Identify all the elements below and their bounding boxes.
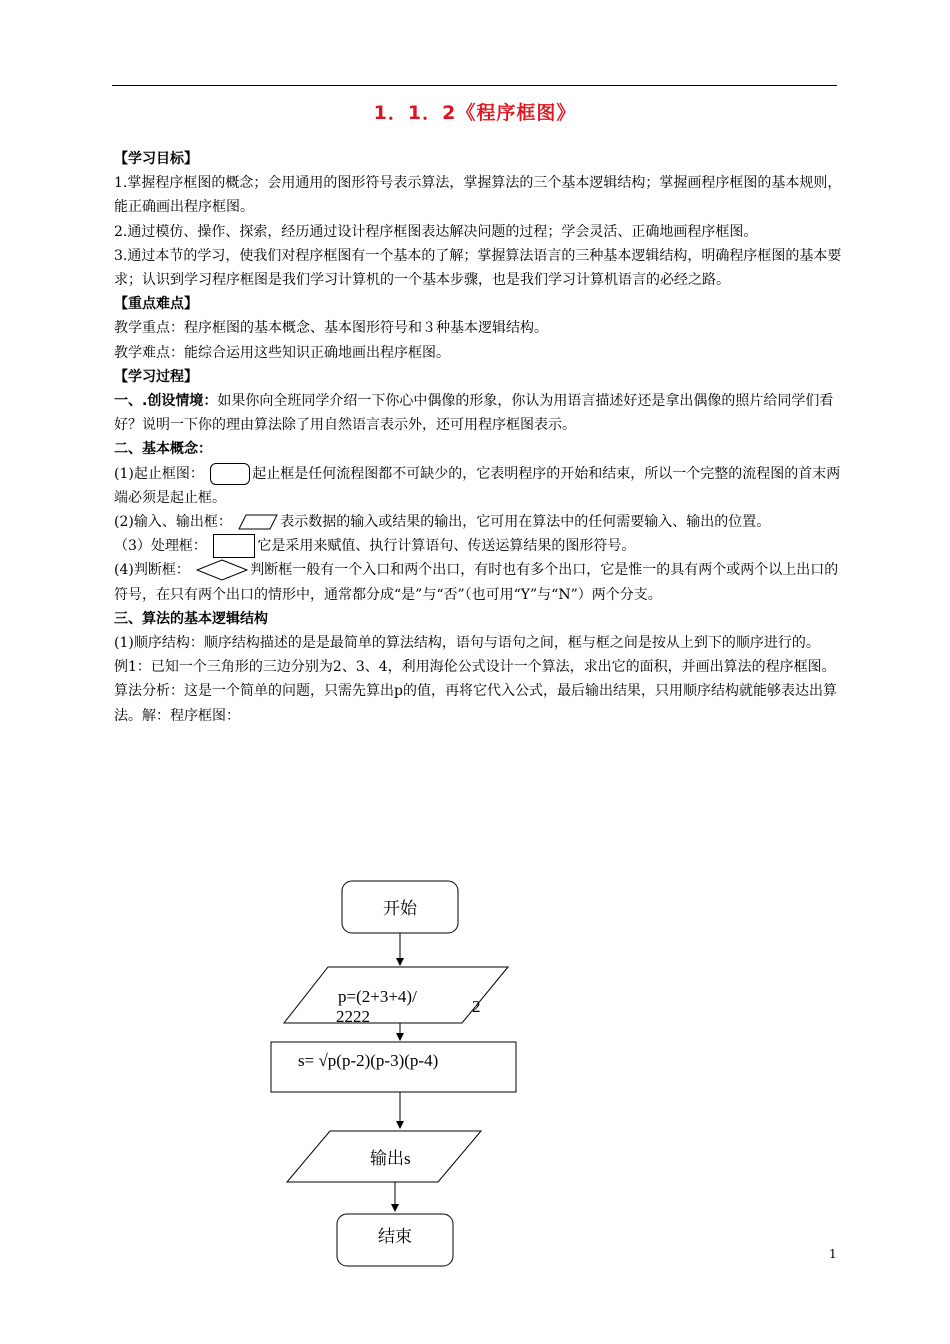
- page-number: 1: [829, 1247, 837, 1261]
- concept-terminal: [114, 462, 842, 510]
- concept-decision-text: 判断框一般有一个入口和两个出口，有时也有多个出口，它是惟一的具有两个或两个以上出口的符号，在只有两个出口的情形中，通常都分成“是”与“否”（也可用“Y”与“N”）两个分支。: [114, 562, 839, 603]
- key-points-heading: 【重点难点】: [114, 296, 198, 313]
- concepts-heading: 二、基本概念：: [114, 441, 212, 458]
- document-body: [114, 147, 842, 728]
- concept-process-label: （3）处理框：: [114, 538, 207, 555]
- objective-3: 3.通过本节的学习，使我们对程序框图有一个基本的了解；掌握算法语言的三种基本逻辑结构，明确程序框图的基本要求；认识到学习程序框图是我们学习计算机的一个基本步骤，也是我们学习计算机语言的必经之路。: [114, 247, 842, 289]
- example-1: 例1：已知一个三角形的三边分别为2、3、4，利用海伦公式设计一个算法，求出它的面积，并画出算法的程序框图。: [114, 659, 836, 676]
- decision-symbol-icon: [196, 559, 248, 581]
- concept-decision: [114, 558, 842, 606]
- concept-process: [114, 534, 842, 558]
- concept-terminal-label: (1)起止框图：: [114, 465, 204, 482]
- page-title: 1．1．2《程序框图》: [373, 102, 577, 124]
- concept-io-label: (2)输入、输出框：: [114, 514, 232, 531]
- flowchart-input-side: 2: [472, 997, 481, 1016]
- algorithm-analysis: 算法分析：这是一个简单的问题，只需先算出p的值，再将它代入公式，最后输出结果，只用顺序结构就能够表达出算法。解：程序框图：: [114, 683, 837, 724]
- concept-decision-label: (4)判断框：: [114, 562, 190, 579]
- objective-2: 2.通过模仿、操作、探索，经历通过设计程序框图表达解决问题的过程；学会灵活、正确地画程序框图。: [114, 223, 758, 240]
- io-symbol-icon: [238, 514, 278, 530]
- flowchart-start-box: [342, 881, 458, 933]
- concept-io-text: 表示数据的输入或结果的输出，它可用在算法中的任何需要输入、输出的位置。: [280, 514, 771, 531]
- flowchart: [260, 870, 540, 1280]
- flowchart-start-label: 开始: [383, 899, 417, 918]
- flowchart-process-box: [271, 1042, 516, 1092]
- flowchart-input-line2: 2222: [336, 1007, 370, 1026]
- flowchart-input-line1: p=(2+3+4)/: [338, 987, 417, 1006]
- concept-io: [114, 510, 842, 534]
- flowchart-output-box: [287, 1131, 481, 1182]
- flowchart-output-label: 输出s: [370, 1149, 411, 1168]
- objective-1: 1.掌握程序框图的概念；会用通用的图形符号表示算法，掌握算法的三个基本逻辑结构；掌握画程序框图的基本规则，能正确画出程序框图。: [114, 175, 842, 216]
- flowchart-end-label: 结束: [378, 1227, 412, 1246]
- structures-heading: 三、算法的基本逻辑结构: [114, 610, 268, 627]
- sequence-structure: (1)顺序结构：顺序结构描述的是是最简单的算法结构，语句与语句之间，框与框之间是按从上到下的顺序进行的。: [114, 635, 820, 652]
- scenario-paragraph: [114, 389, 842, 437]
- teaching-difficulty: 教学难点：能综合运用这些知识正确地画出程序框图。: [114, 344, 450, 361]
- flowchart-process-label: s= √p(p-2)(p-3)(p-4): [298, 1051, 439, 1070]
- scenario-label: 一、.创设情境：: [114, 393, 218, 410]
- flowchart-end-box: [337, 1214, 453, 1266]
- concept-terminal-text: 起止框是任何流程图都不可缺少的，它表明程序的开始和结束，所以一个完整的流程图的首末两端必须是起止框。: [114, 465, 841, 506]
- header-rule: [112, 85, 837, 86]
- scenario-text: 如果你向全班同学介绍一下你心中偶像的形象，你认为用语言描述好还是拿出偶像的照片给同学们看好？说明一下你的理由算法除了用自然语言表示外，还可用程序框图表示。: [114, 393, 834, 434]
- concept-process-text: 它是采用来赋值、执行计算语句、传送运算结果的图形符号。: [257, 538, 636, 555]
- process-heading: 【学习过程】: [114, 368, 198, 385]
- flowchart-input-box: [284, 967, 508, 1026]
- teaching-focus: 教学重点：程序框图的基本概念、基本图形符号和３种基本逻辑结构。: [114, 320, 548, 337]
- terminal-symbol-icon: [210, 463, 250, 485]
- process-symbol-icon: [213, 534, 255, 558]
- objectives-heading: 【学习目标】: [114, 151, 198, 167]
